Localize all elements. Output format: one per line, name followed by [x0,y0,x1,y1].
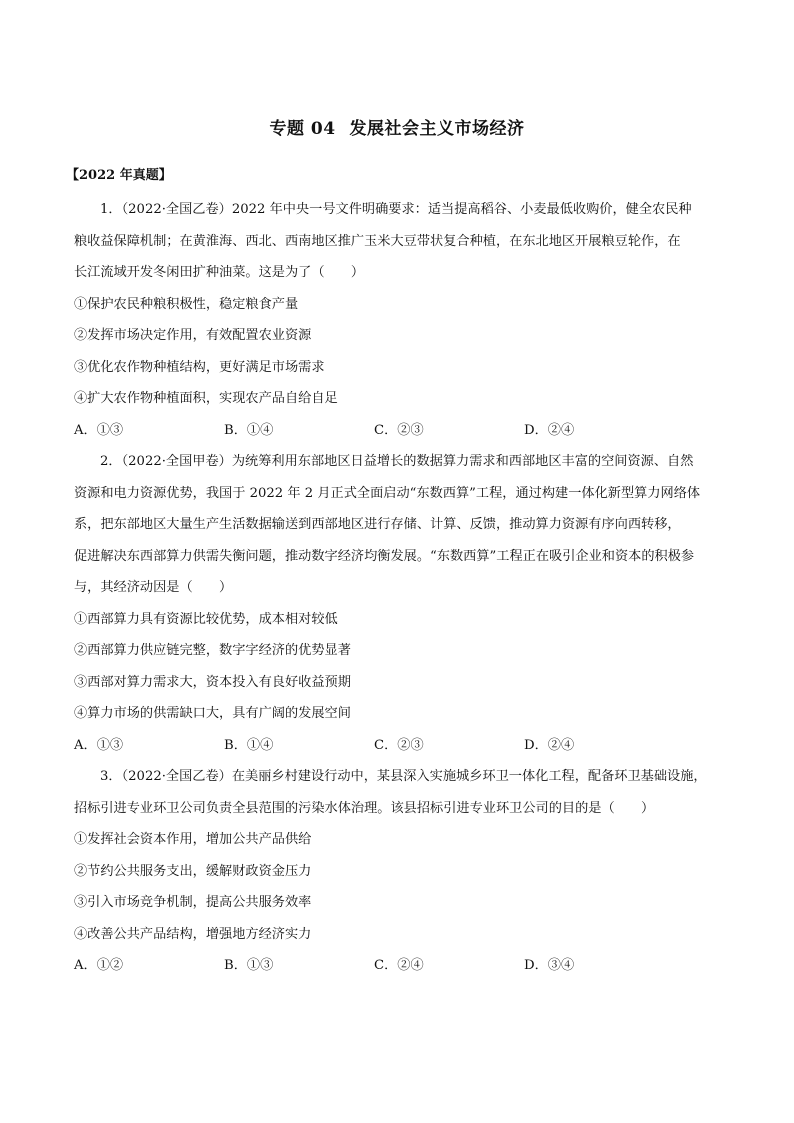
statement-option: ③西部对算力需求大，资本投入有良好收益预期 [74,674,351,690]
statement-option: ①发挥社会资本作用，增加公共产品供给 [74,832,312,847]
title-main: 发展社会主义市场经济 [349,119,525,139]
question-list [74,194,742,982]
question-stem-line: 促进解决东西部算力供需失衡问题，推动数字经济均衡发展。“东数西算”工程正在吸引企业和资本的积极参 [74,548,695,564]
choice-b: B．①③ [224,958,274,973]
choice-a: A．①③ [74,422,124,438]
choice-c: C．②③ [374,422,424,438]
question-stem-line: 系，把东部地区大量生产生活数据输送到西部地区进行存储、计算、反馈，推动算力资源有序向西转移， [74,517,681,532]
question-stem-line: 3．（2022·全国乙卷）在美丽乡村建设行动中，某县深入实施城乡环卫一体化工程，配备环卫基础设施， [100,769,707,784]
question-3 [74,761,742,982]
question-stem-line: 招标引进专业环卫公司负责全县范围的污染水体治理。该县招标引进专业环卫公司的目的是（ ） [74,800,655,816]
statement-option: ①保护农民种粮积极性，稳定粮食产量 [74,296,299,312]
statement-option: ①西部算力具有资源比较优势，成本相对较低 [74,611,338,627]
statement-option: ②西部算力供应链完整，数字字经济的优势显著 [74,643,351,658]
statement-option: ④改善公共产品结构，增强地方经济实力 [74,926,312,942]
choice-d: D．②④ [524,422,575,438]
choice-a: A．①③ [74,737,124,753]
question-2 [74,446,742,761]
choice-b: B．①④ [224,737,274,753]
statement-option: ③优化农作物种植结构，更好满足市场需求 [74,359,325,375]
choice-a: A．①② [74,958,124,973]
question-1 [74,194,742,446]
choice-c: C．②④ [374,958,424,973]
question-stem-line: 粮收益保障机制；在黄淮海、西北、西南地区推广玉米大豆带状复合种植，在东北地区开展粮豆轮作，在 [74,233,681,249]
question-stem-line: 2．（2022·全国甲卷）为统筹利用东部地区日益增长的数据算力需求和西部地区丰富的空间资源、自然 [100,454,694,469]
statement-option: ②发挥市场决定作用，有效配置农业资源 [74,328,312,343]
statement-option: ④算力市场的供需缺口大，具有广阔的发展空间 [74,706,351,721]
page-title [0,114,794,139]
answer-choices [74,730,742,762]
question-stem-line: 与，其经济动因是（ ） [74,580,233,595]
statement-option: ④扩大农作物种植面积，实现农产品自给自足 [74,391,338,406]
choice-b: B．①④ [224,422,274,438]
question-stem-line: 资源和电力资源优势，我国于 2022 年 2 月正式全面启动“东数西算”工程，通过构建一体化新型算力网络体 [74,485,701,501]
choice-c: C．②③ [374,737,424,753]
choice-d: D．③④ [524,958,575,973]
question-stem-line: 1．（2022·全国乙卷）2022 年中央一号文件明确要求：适当提高稻谷、小麦最低收购价，健全农民种 [100,202,692,217]
statement-option: ②节约公共服务支出，缓解财政资金压力 [74,863,312,879]
answer-choices [74,415,742,447]
statement-option: ③引入市场竞争机制，提高公共服务效率 [74,895,312,910]
section-label: 【2022 年真题】 [66,168,172,183]
question-stem-line: 长江流域开发冬闲田扩种油菜。这是为了（ ） [74,265,365,280]
title-prefix: 专题 04 [269,119,336,139]
answer-choices [74,950,742,982]
choice-d: D．②④ [524,737,575,753]
